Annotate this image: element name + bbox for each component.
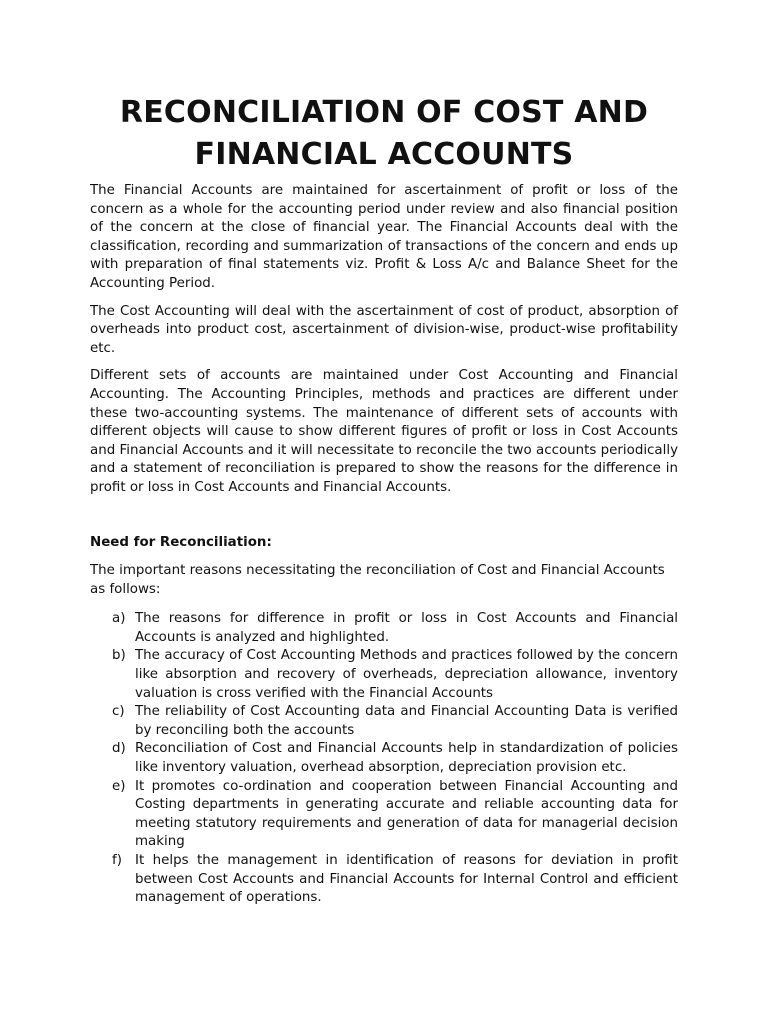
section-heading-need: Need for Reconciliation: — [90, 534, 272, 550]
list-item-text: The reliability of Cost Accounting data and Financial Accounting Data is verified by reconciling both the accounts — [135, 704, 678, 738]
list-item-text: It helps the management in identification of reasons for deviation in profit between Cost Accounts and Financial Accounts for Internal Control and efficient management of operations. — [135, 853, 678, 906]
paragraph-different-sets: Different sets of accounts are maintained under Cost Accounting and Financial Accounting. The Accounting Principles, methods and practices are different under these two-accounting systems. The maintenance of different sets of accounts with different objects will cause to show different figures of profit or loss in Cost Accounts and Financial Accounts and it will necessitate to reconcile the two accounts periodically and a statement of reconciliation is prepared to show the reasons for the difference in profit or loss in Cost Accounts and Financial Accounts. — [90, 368, 678, 495]
list-item — [90, 703, 678, 740]
list-marker: c) — [112, 704, 125, 720]
list-item-text: The accuracy of Cost Accounting Methods and practices followed by the concern like absorption and recovery of overheads, depreciation allowance, inventory valuation is cross verified with the Financial Accounts — [135, 648, 678, 701]
list-item-text: Reconciliation of Cost and Financial Accounts help in standardization of policies like inventory valuation, overhead absorption, depreciation provision etc. — [135, 741, 678, 776]
list-marker: d) — [112, 741, 126, 757]
list-marker: f) — [112, 853, 122, 868]
list-item-text: It promotes co-ordination and cooperation between Financial Accounting and Costing departments in generating accurate and reliable accounting data for meeting statutory requirements and generation of data for managerial decision making — [135, 778, 678, 850]
list-item — [90, 647, 678, 703]
title-line-1: RECONCILIATION OF COST AND — [119, 95, 649, 130]
list-marker: e) — [112, 778, 126, 794]
list-marker: a) — [112, 611, 126, 627]
list-item — [90, 778, 678, 852]
list-item-text: The reasons for difference in profit or loss in Cost Accounts and Financial Accounts is analyzed and highlighted. — [135, 611, 678, 645]
list-item — [90, 852, 678, 908]
paragraph-need-intro: The important reasons necessitating the reconciliation of Cost and Financial Accounts as follows: — [90, 563, 665, 597]
list-item — [90, 610, 678, 647]
paragraph-financial-accounts: The Financial Accounts are maintained for ascertainment of profit or loss of the concern as a whole for the accounting period under review and also financial position of the concern at the close of financial year. The Financial Accounts deal with the classification, recording and summarization of transactions of the concern and ends up with preparation of final statements viz. Profit & Loss A/c and Balance Sheet for the Accounting Period. — [90, 183, 678, 291]
list-item — [90, 740, 678, 777]
title-line-2: FINANCIAL ACCOUNTS — [194, 137, 574, 172]
paragraph-cost-accounting: The Cost Accounting will deal with the ascertainment of cost of product, absorption of overheads into product cost, ascertainment of division-wise, product-wise profitability etc. — [90, 303, 678, 356]
list-marker: b) — [112, 648, 126, 664]
page-title — [90, 92, 678, 176]
reasons-list — [90, 610, 678, 908]
